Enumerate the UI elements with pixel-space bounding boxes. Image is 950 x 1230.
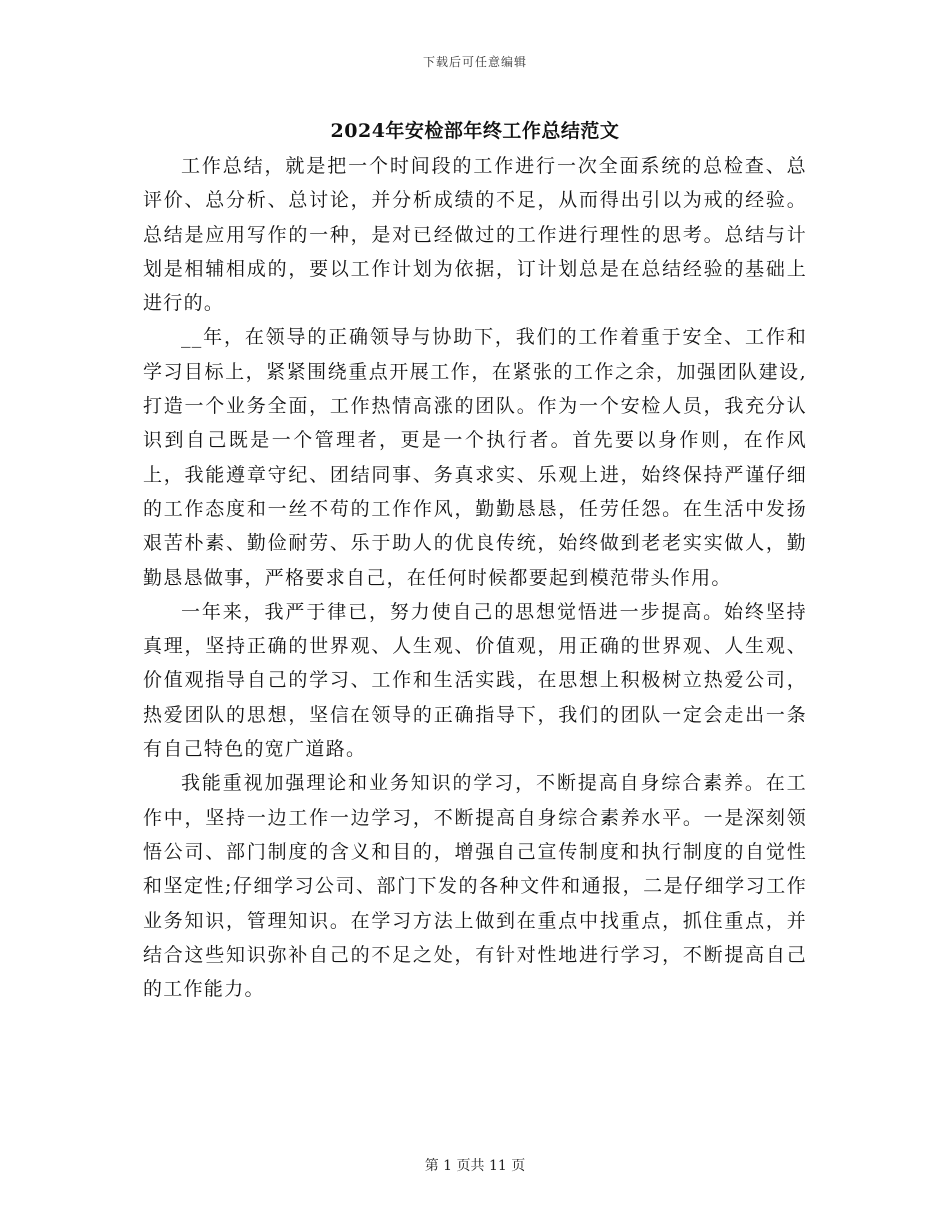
paragraph-self-discipline: 一年来，我严于律已，努力使自己的思想觉悟进一步提高。始终坚持真理，坚持正确的世界观、人生观、价值观，用正确的世界观、人生观、价值观指导自己的学习、工作和生活实践，在思想上积极树立热爱公司，热爱团队的思想，坚信在领导的正确指导下，我们的团队一定会走出一条有自己特色的宽广道路。: [143, 600, 807, 761]
page-number: 第 1 页共 11 页: [424, 1158, 526, 1174]
document-title: 2024年安检部年终工作总结范文: [330, 120, 620, 142]
paragraph-study: 我能重视加强理论和业务知识的学习，不断提高自身综合素养。在工作中，坚持一边工作一边学习，不断提高自身综合素养水平。一是深刻领悟公司、部门制度的含义和目的，增强自己宣传制度和执行制度的自觉性和坚定性;仔细学习公司、部门下发的各种文件和通报，二是仔细学习工作业务知识，管理知识。在学习方法上做到在重点中找重点，抓住重点，并结合这些知识弥补自己的不足之处，有针对性地进行学习，不断提高自己的工作能力。: [143, 772, 807, 1001]
header-note: 下载后可任意编辑: [422, 55, 527, 69]
document-body: [143, 149, 807, 1006]
paragraph-intro: 工作总结，就是把一个时间段的工作进行一次全面系统的总检查、总评价、总分析、总讨论，并分析成绩的不足，从而得出引以为戒的经验。总结是应用写作的一种，是对已经做过的工作进行理性的思考。总结与计划是相辅相成的，要以工作计划为依据，订计划总是在总结经验的基础上进行的。: [143, 155, 807, 315]
paragraph-year-work: __年，在领导的正确领导与协助下，我们的工作着重于安全、工作和学习目标上，紧紧围绕重点开展工作，在紧张的工作之余，加强团队建设,打造一个业务全面，工作热情高涨的团队。作为一个安检人员，我充分认识到自己既是一个管理者，更是一个执行者。首先要以身作则，在作风上，我能遵章守纪、团结同事、务真求实、乐观上进，始终保持严谨仔细的工作态度和一丝不苟的工作作风，勤勤恳恳，任劳任怨。在生活中发扬艰苦朴素、勤俭耐劳、乐于助人的优良传统，始终做到老老实实做人，勤勤恳恳做事，严格要求自己，在任何时候都要起到模范带头作用。: [143, 326, 807, 589]
